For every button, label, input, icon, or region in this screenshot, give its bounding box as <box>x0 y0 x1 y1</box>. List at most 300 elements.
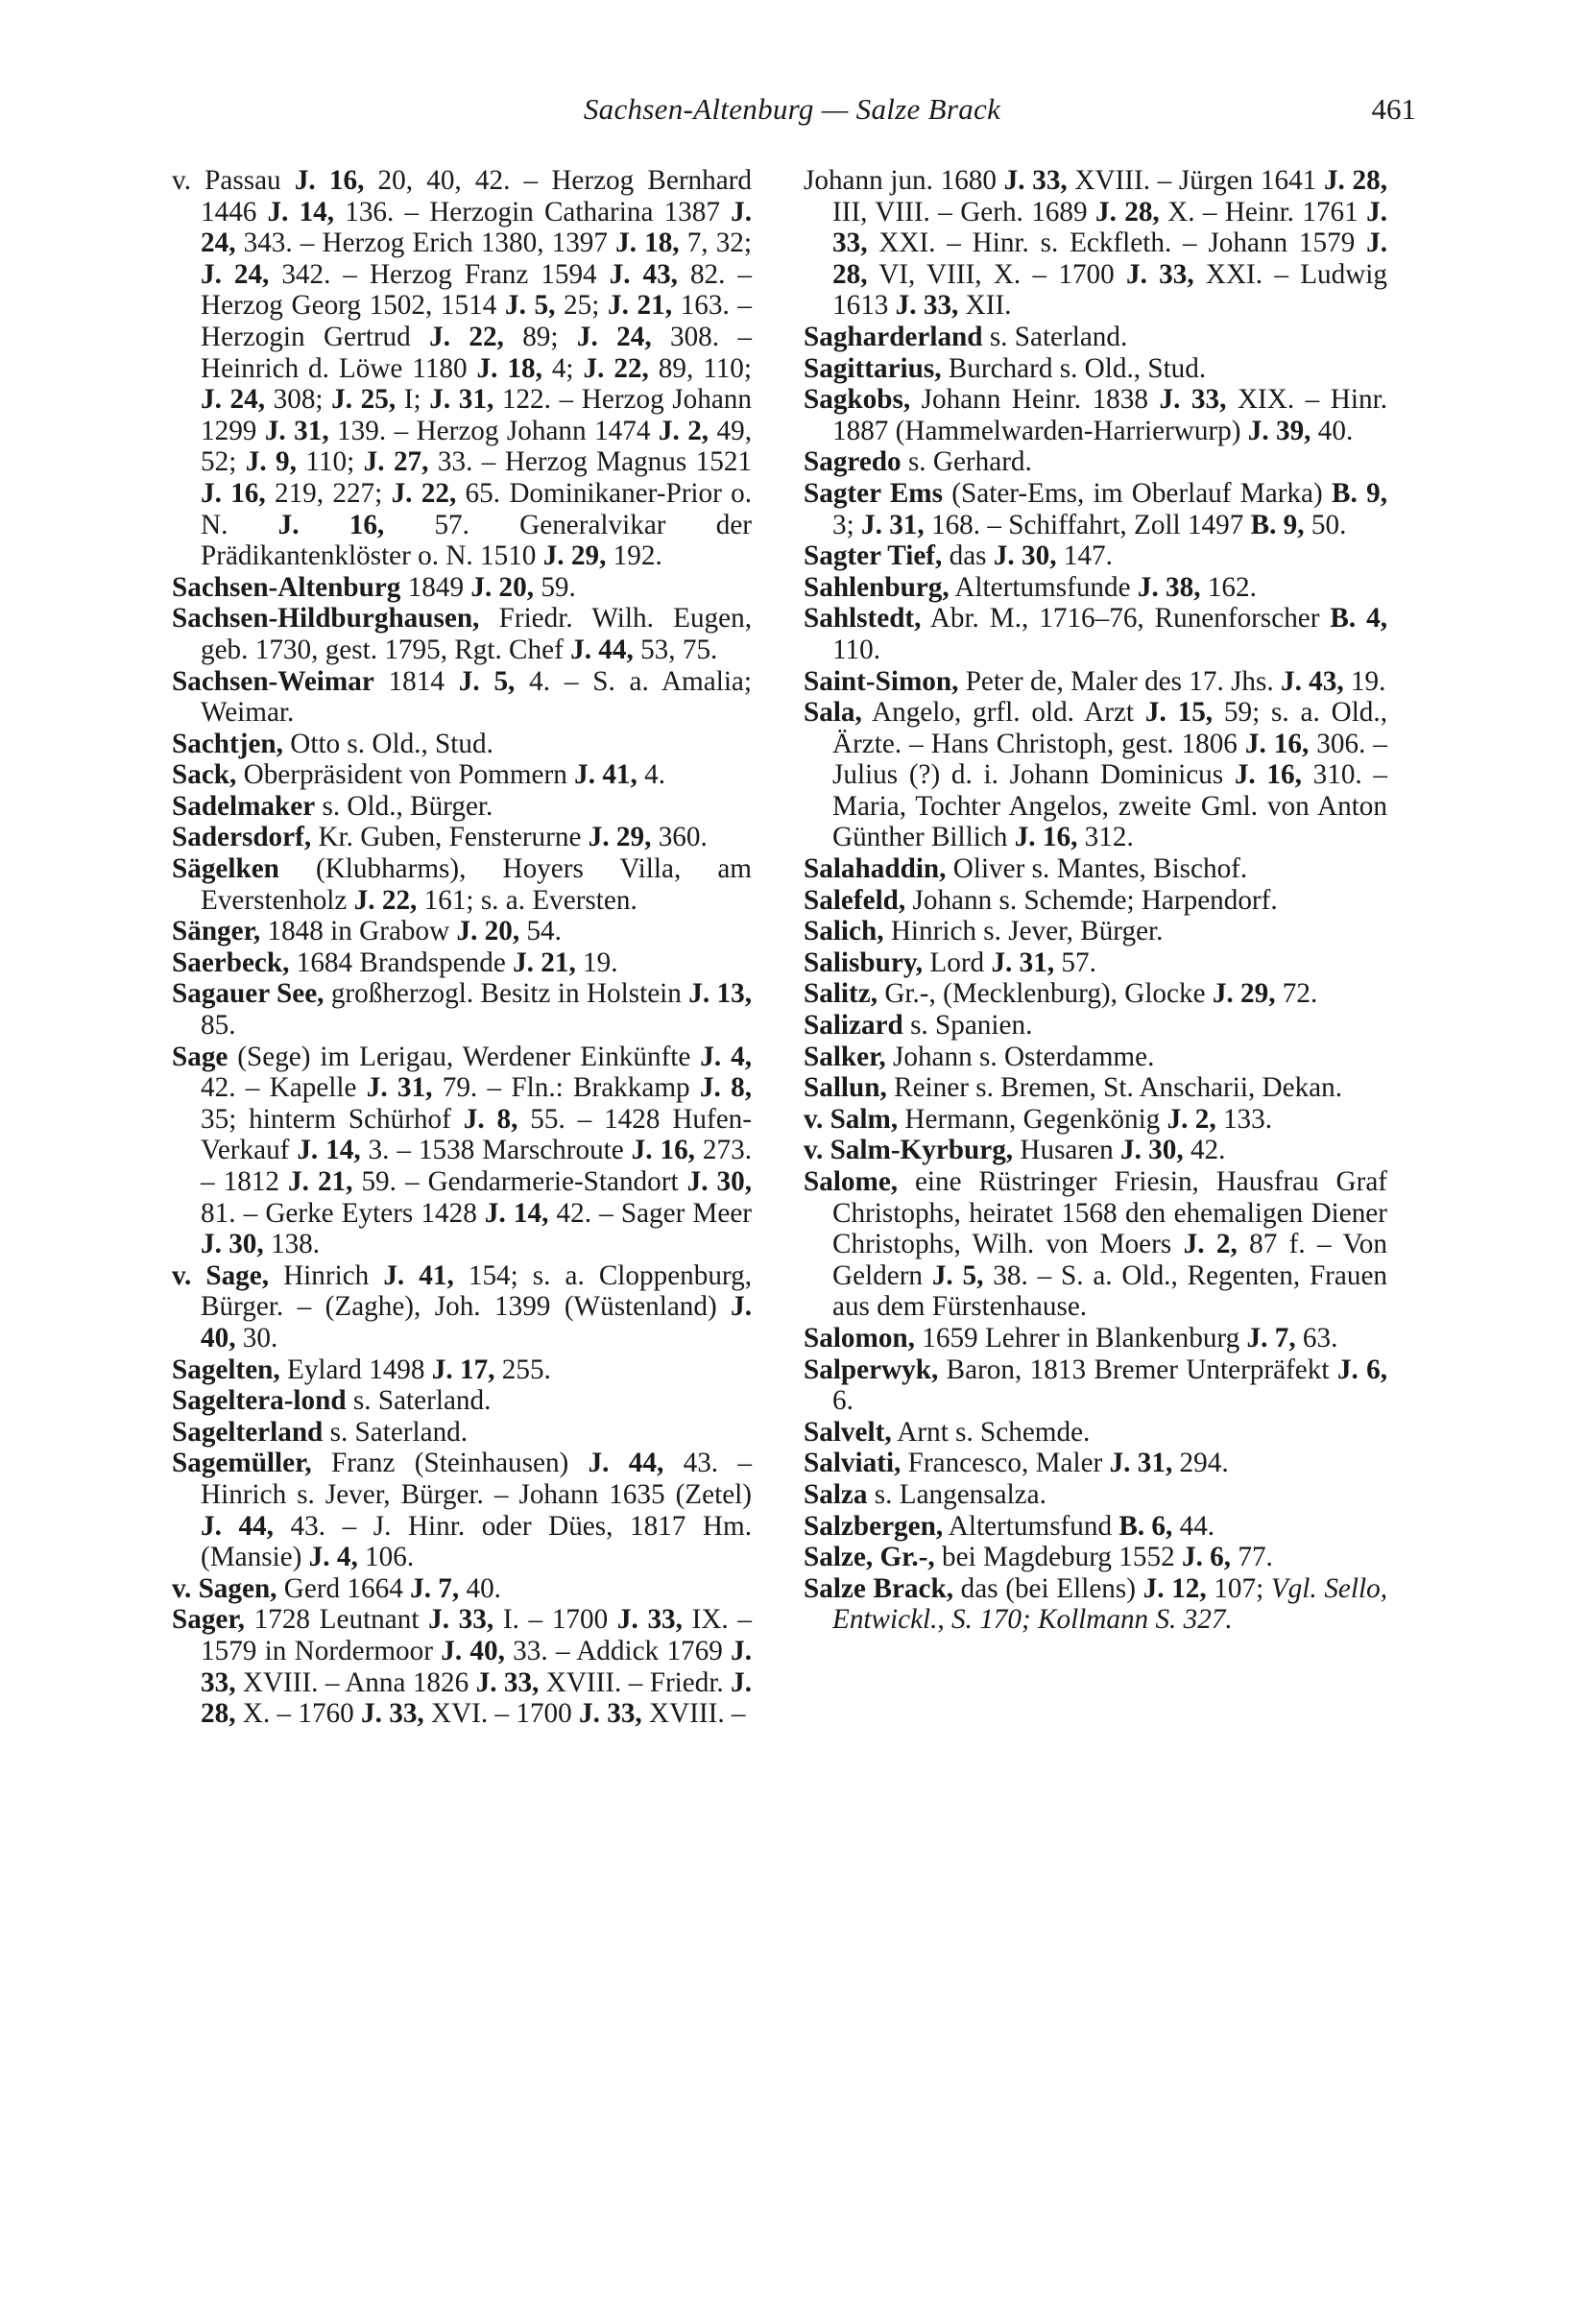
entry-text: 6. <box>832 1385 854 1417</box>
index-entry <box>172 729 752 760</box>
entry-keyword: Sachtjen, <box>172 728 283 759</box>
entry-keyword: J. 16, <box>1244 728 1310 759</box>
entry-text: Burchard s. Old., Stud. <box>941 352 1207 384</box>
entry-keyword: Salich, <box>804 916 884 947</box>
index-entry <box>172 1573 752 1605</box>
index-entry <box>804 1448 1387 1479</box>
entry-text: 42. – Sager Meer <box>548 1197 752 1229</box>
entry-text: 35; hinterm Schürhof <box>201 1103 464 1135</box>
right-column <box>804 165 1387 1636</box>
entry-keyword: B. 6, <box>1118 1510 1173 1542</box>
entry-keyword: Sagkobs, <box>804 384 911 416</box>
entry-keyword: J. 5, <box>931 1259 984 1291</box>
index-entry <box>804 697 1387 853</box>
entry-text: s. Saterland. <box>982 321 1128 352</box>
entry-text: eine Rüstringer Friesin, Hausfrau Graf Christophs, heiratet 1568 den ehemaligen Diener Christophs, Wilh. von Moers <box>832 1166 1387 1260</box>
entry-text: Francesco, Maler <box>901 1448 1110 1479</box>
entry-keyword: J. 16, <box>1234 759 1302 791</box>
entry-keyword: J. 7, <box>1246 1322 1296 1354</box>
page-header <box>168 92 1416 134</box>
index-entry <box>172 666 752 729</box>
entry-text: XXI. – Ludwig 1613 <box>832 258 1387 322</box>
entry-text: Oberpräsident von Pommern <box>236 759 575 791</box>
entry-keyword: Sagelterland <box>172 1416 324 1448</box>
entry-text: 161; s. a. Eversten. <box>417 884 637 916</box>
entry-text: XIX. – Hinr. 1887 (Hammelwarden-Harrierwurp) <box>832 384 1387 446</box>
entry-text: 136. – Herzogin Catharina 1387 <box>334 196 732 228</box>
entry-text: 4. <box>637 759 665 791</box>
entry-keyword: J. 17, <box>431 1354 495 1385</box>
entry-text: Altertumsfunde <box>949 571 1138 603</box>
entry-text: 53, 75. <box>633 634 718 665</box>
entry-text: XII. <box>958 290 1012 322</box>
entry-text: 33. – Addick 1769 <box>504 1635 732 1666</box>
index-entry <box>804 1417 1387 1449</box>
entry-keyword: Sänger, <box>172 916 261 947</box>
entry-keyword: J. 31, <box>264 415 329 446</box>
entry-keyword: J. 8, <box>699 1072 753 1104</box>
index-entry <box>172 572 752 604</box>
entry-keyword: J. 15, <box>1144 697 1214 729</box>
entry-keyword: J. 29, <box>588 822 652 853</box>
entry-text: 43. – Hinrich s. Jever, Bürger. – Johann 1635 (Zetel) <box>201 1448 752 1510</box>
entry-keyword: J. 12, <box>1142 1572 1207 1604</box>
entry-keyword: B. 9, <box>1332 477 1387 509</box>
entry-keyword: v. Sagen, <box>172 1572 277 1604</box>
entry-keyword: J. 28, <box>832 228 1387 290</box>
entry-text: Friedr. Wilh. Eugen, geb. 1730, gest. 1795, Rgt. Chef <box>201 603 752 665</box>
index-entry <box>804 1042 1387 1073</box>
entry-text: XVIII. – Friedr. <box>539 1666 732 1698</box>
entry-text: s. Spanien. <box>902 1010 1033 1042</box>
entry-text: das <box>942 540 994 572</box>
entry-text: XVIII. – Anna 1826 <box>235 1666 476 1698</box>
page-number: 461 <box>1371 92 1416 126</box>
entry-text: 49, 52; <box>201 415 753 478</box>
entry-keyword: J. 31, <box>366 1072 433 1104</box>
entry-keyword: J. 28, <box>201 1666 752 1730</box>
entry-keyword: J. 18, <box>615 228 680 259</box>
entry-text: 342. – Herzog Franz 1594 <box>269 258 610 290</box>
entry-text: 54. <box>519 916 562 947</box>
entry-text: 57. <box>1054 946 1096 978</box>
entry-text: 77. <box>1231 1542 1273 1573</box>
entry-text: 4; <box>541 352 584 384</box>
entry-keyword: J. 33, <box>579 1698 642 1730</box>
entry-text: Oliver s. Mantes, Bischof. <box>946 853 1248 885</box>
entry-keyword: J. 16, <box>1014 822 1078 853</box>
index-entry <box>804 1573 1387 1636</box>
entry-text: s. Langensalza. <box>867 1478 1046 1510</box>
entry-text: 59. – Gendarmerie-Standort <box>352 1166 687 1197</box>
entry-keyword: Sage <box>172 1041 228 1072</box>
entry-keyword: J. 40, <box>201 1291 752 1354</box>
entry-text: 43. – J. Hinr. oder Dües, 1817 Hm. (Mansie) <box>201 1510 752 1573</box>
entry-keyword: J. 28, <box>1323 165 1387 196</box>
entry-text: 273. – 1812 <box>201 1135 752 1197</box>
entry-text: XXI. – Hinr. s. Eckfleth. – Johann 1579 <box>867 228 1367 259</box>
entry-text: großherzogl. Besitz in Holstein <box>324 978 689 1010</box>
entry-text: X. – 1760 <box>235 1698 362 1730</box>
entry-text: 42. – Kapelle <box>201 1072 367 1104</box>
entry-text: 42. <box>1183 1135 1226 1166</box>
entry-keyword: Sahlstedt, <box>804 603 922 635</box>
entry-keyword: J. 22, <box>391 477 457 509</box>
entry-keyword: J. 33, <box>1126 258 1194 290</box>
entry-keyword: Sageltera-lond <box>172 1385 347 1417</box>
entry-text: 343. – Herzog Erich 1380, 1397 <box>235 228 616 259</box>
entry-keyword: J. 22, <box>353 884 418 916</box>
entry-text: 57. Generalvikar der Prädikantenklöster o. N. 1510 <box>201 509 752 572</box>
entry-text: I. – 1700 <box>493 1604 617 1636</box>
index-entry <box>172 759 752 791</box>
index-entry <box>804 1542 1387 1573</box>
entry-keyword: J. 44, <box>588 1448 664 1479</box>
entry-keyword: J. 41, <box>574 759 637 791</box>
entry-keyword: J. 31, <box>429 384 494 416</box>
entry-text: 147. <box>1056 540 1113 572</box>
index-entry <box>804 446 1387 478</box>
entry-text: 192. <box>606 540 662 572</box>
entry-keyword: J. 29, <box>542 540 607 572</box>
index-entry <box>172 791 752 823</box>
entry-text: Johann jun. 1680 <box>804 165 1004 196</box>
entry-keyword: J. 7, <box>410 1572 460 1604</box>
index-entry <box>804 1010 1387 1042</box>
entry-keyword: J. 16, <box>201 477 266 509</box>
entry-text: Otto s. Old., Stud. <box>282 728 493 759</box>
entry-text: Johann s. Osterdamme. <box>885 1041 1155 1072</box>
index-entry <box>804 1135 1387 1166</box>
entry-keyword: Salperwyk, <box>804 1354 939 1385</box>
entry-text: Hinrich <box>269 1259 384 1291</box>
entry-keyword: J. 22, <box>583 352 649 384</box>
entry-keyword: J. 33, <box>428 1604 494 1636</box>
entry-text: Hinrich s. Jever, Bürger. <box>883 916 1164 947</box>
entry-keyword: J. 30, <box>1119 1135 1184 1166</box>
index-entry <box>172 1354 752 1386</box>
index-entry <box>804 853 1387 885</box>
entry-keyword: J. 40, <box>441 1635 505 1666</box>
entry-keyword: Sagharderland <box>804 321 983 352</box>
entry-keyword: Salitz, <box>804 978 878 1010</box>
index-entry <box>172 1417 752 1449</box>
entry-text: (Sater-Ems, im Oberlauf Marka) <box>942 477 1333 509</box>
entry-text: I; <box>396 384 430 416</box>
entry-keyword: Salahaddin, <box>804 853 947 885</box>
entry-text: 360. <box>651 822 708 853</box>
entry-text: 87 f. – Von Geldern <box>832 1229 1387 1291</box>
entry-keyword: Sachsen-Weimar <box>172 665 374 697</box>
index-entry <box>804 540 1387 572</box>
entry-keyword: J. 33, <box>361 1698 424 1730</box>
entry-text: 163. – Herzogin Gertrud <box>201 290 753 352</box>
entry-text: 310. – Maria, Tochter Angelos, zweite Gml. von Anton Günther Billich <box>832 759 1388 853</box>
entry-keyword: Sager, <box>172 1604 245 1636</box>
entry-keyword: Salisbury, <box>804 946 924 978</box>
entry-text: 38. – S. a. Old., Regenten, Frauen aus dem Fürstenhause. <box>832 1259 1387 1323</box>
entry-keyword: J. 39, <box>1247 415 1311 446</box>
entry-text: 89, 110; <box>648 352 753 384</box>
left-column <box>172 165 752 1730</box>
entry-keyword: J. 31, <box>1109 1448 1173 1479</box>
entry-keyword: Sadelmaker <box>172 790 316 822</box>
entry-keyword: Saint-Simon, <box>804 665 959 697</box>
entry-keyword: J. 30, <box>993 540 1057 572</box>
entry-keyword: Salefeld, <box>804 884 906 916</box>
entry-keyword: J. 9, <box>245 446 297 478</box>
entry-text: III, VIII. – Gerh. 1689 <box>832 196 1095 228</box>
entry-text: 89; <box>503 321 577 352</box>
index-entry <box>804 478 1387 540</box>
index-entry <box>804 978 1387 1010</box>
entry-keyword: Sachsen-Altenburg <box>172 571 401 603</box>
entry-text: Johann s. Schemde; Harpendorf. <box>905 884 1278 916</box>
entry-text: Altertumsfund <box>943 1510 1119 1542</box>
entry-keyword: v. Salm, <box>804 1103 899 1135</box>
entry-keyword: J. 21, <box>608 290 673 322</box>
entry-text: Arnt s. Schemde. <box>891 1416 1091 1448</box>
entry-keyword: J. 14, <box>484 1197 549 1229</box>
entry-keyword: Salomon, <box>804 1322 915 1354</box>
index-entry <box>172 1604 752 1729</box>
entry-text: Reiner s. Bremen, St. Anscharii, Dekan. <box>886 1072 1343 1104</box>
entry-text: 65. Dominikaner-Prior o. N. <box>201 477 753 540</box>
index-entry <box>804 1104 1387 1136</box>
entry-keyword: J. 20, <box>470 571 535 603</box>
entry-keyword: J. 24, <box>576 321 652 352</box>
entry-text: (Sege) im Lerigau, Werdener Einkünfte <box>228 1041 701 1072</box>
entry-citation: Vgl. Sello, Entwickl., S. 170; Kollmann S. 327. <box>832 1572 1387 1636</box>
entry-text: 308. – Heinrich d. Löwe 1180 <box>201 321 753 384</box>
entry-keyword: J. 24, <box>201 196 752 259</box>
entry-keyword: J. 44, <box>201 1510 274 1542</box>
entry-text: 79. – Fln.: Brakkamp <box>432 1072 700 1104</box>
index-entry <box>172 853 752 916</box>
entry-text: 63. <box>1295 1322 1338 1354</box>
entry-keyword: Salviati, <box>804 1448 902 1479</box>
entry-keyword: Sagelten, <box>172 1354 280 1385</box>
entry-text: 82. – Herzog Georg 1502, 1514 <box>201 258 753 322</box>
entry-text: 33. – Herzog Magnus 1521 <box>428 446 753 478</box>
entry-text: XVI. – 1700 <box>423 1698 580 1730</box>
entry-text: 7, 32; <box>679 228 753 259</box>
entry-keyword: Sagter Tief, <box>804 540 943 572</box>
entry-keyword: J. 24, <box>201 384 265 416</box>
index-entry <box>804 384 1387 446</box>
entry-text: 1684 Brandspende <box>289 946 514 978</box>
entry-text: 306. – Julius (?) d. i. Johann Dominicus <box>832 728 1387 791</box>
entry-keyword: Salome, <box>804 1166 899 1197</box>
entry-keyword: Sagredo <box>804 446 902 478</box>
entry-keyword: J. 4, <box>700 1041 753 1072</box>
entry-text: 59. <box>534 571 576 603</box>
entry-text: 308; <box>265 384 332 416</box>
index-entry <box>804 1072 1387 1104</box>
entry-text: Angelo, grfl. old. Arzt <box>861 697 1145 729</box>
entry-text: Baron, 1813 Bremer Unterpräfekt <box>938 1354 1337 1385</box>
index-entry <box>804 165 1387 322</box>
entry-keyword: J. 16, <box>294 165 365 196</box>
entry-text: bei Magdeburg 1552 <box>934 1542 1182 1573</box>
entry-keyword: Sachsen-Hildburghausen, <box>172 603 480 635</box>
entry-keyword: J. 27, <box>363 446 429 478</box>
entry-text: Gerd 1664 <box>277 1572 411 1604</box>
entry-text: 30. <box>235 1322 278 1354</box>
entry-text: 110. <box>832 634 880 665</box>
entry-text: 20, 40, 42. – Herzog Bernhard 1446 <box>201 165 752 228</box>
entry-text: 1659 Lehrer in Blankenburg <box>914 1322 1247 1354</box>
entry-keyword: J. 33, <box>832 196 1387 259</box>
entry-keyword: Salvelt, <box>804 1416 892 1448</box>
entry-text: Eylard 1498 <box>279 1354 432 1385</box>
entry-text: 40. <box>459 1572 501 1604</box>
entry-text: IX. – 1579 in Nordermoor <box>201 1604 752 1666</box>
entry-text: Kr. Guben, Fensterurne <box>311 822 589 853</box>
entry-text: 219, 227; <box>265 477 392 509</box>
entry-text: 19. <box>575 946 618 978</box>
entry-text: Hermann, Gegenkönig <box>898 1103 1167 1135</box>
entry-text: 1849 <box>400 571 471 603</box>
entry-keyword: J. 33, <box>475 1666 540 1698</box>
entry-keyword: Salzbergen, <box>804 1510 944 1542</box>
entry-text: Lord <box>923 946 992 978</box>
entry-keyword: J. 14, <box>297 1135 361 1166</box>
entry-keyword: J. 22, <box>429 321 504 352</box>
running-head: Sachsen-Altenburg — Salze Brack <box>583 92 1001 126</box>
entry-text: s. Gerhard. <box>901 446 1032 478</box>
entry-keyword: B. 4, <box>1330 603 1387 635</box>
index-entry <box>804 1166 1387 1323</box>
entry-text: 19. <box>1343 665 1386 697</box>
entry-text: 3; <box>832 509 861 540</box>
entry-keyword: J. 5, <box>504 290 556 322</box>
entry-keyword: J. 24, <box>201 258 270 290</box>
index-entry <box>804 666 1387 698</box>
entry-keyword: Sagemüller, <box>172 1448 312 1479</box>
entry-keyword: J. 33, <box>201 1635 752 1698</box>
index-entry <box>804 916 1387 947</box>
index-entry <box>804 322 1387 353</box>
entry-text: 50. <box>1304 509 1347 540</box>
entry-keyword: Sallun, <box>804 1072 887 1104</box>
entry-keyword: J. 33, <box>1003 165 1068 196</box>
entry-text: (Klubharms), Hoyers Villa, am Everstenholz <box>201 853 752 916</box>
entry-keyword: J. 33, <box>616 1604 683 1636</box>
entry-text: 138. <box>263 1229 321 1260</box>
entry-keyword: J. 4, <box>308 1542 358 1573</box>
entry-text: 162. <box>1200 571 1257 603</box>
entry-text: 1848 in Grabow <box>260 916 457 947</box>
entry-keyword: Sägelken <box>172 853 279 885</box>
entry-text: 85. <box>201 1010 236 1042</box>
index-entry <box>804 1354 1387 1417</box>
entry-keyword: J. 21, <box>288 1166 353 1197</box>
entry-text: 255. <box>494 1354 551 1385</box>
entry-keyword: J. 18, <box>476 352 542 384</box>
entry-keyword: J. 31, <box>991 946 1055 978</box>
entry-text: 168. – Schiffahrt, Zoll 1497 <box>924 509 1251 540</box>
entry-keyword: B. 9, <box>1250 509 1305 540</box>
entry-keyword: J. 43, <box>1280 665 1344 697</box>
entry-keyword: J. 33, <box>1159 384 1227 416</box>
index-entry <box>804 572 1387 604</box>
entry-keyword: Sadersdorf, <box>172 822 312 853</box>
index-entry <box>172 1042 752 1260</box>
index-entry <box>172 603 752 665</box>
index-entry <box>172 1448 752 1572</box>
index-entry <box>804 947 1387 979</box>
index-entry <box>172 1260 752 1354</box>
entry-keyword: Saerbeck, <box>172 946 290 978</box>
entry-text: 1814 <box>373 665 459 697</box>
index-entry <box>172 947 752 979</box>
entry-keyword: J. 28, <box>1094 196 1160 228</box>
entry-text: XVIII. – <box>641 1698 746 1730</box>
entry-keyword: J. 6, <box>1181 1542 1232 1573</box>
entry-keyword: Salizard <box>804 1010 903 1042</box>
entry-keyword: J. 2, <box>1166 1103 1216 1135</box>
index-entry <box>804 353 1387 385</box>
entry-keyword: Sagter Ems <box>804 477 943 509</box>
entry-text: 154; s. a. Cloppenburg, Bürger. – (Zaghe), Joh. 1399 (Wüstenland) <box>201 1259 753 1323</box>
entry-text: Johann Heinr. 1838 <box>910 384 1160 416</box>
entry-keyword: Salze, Gr.-, <box>804 1542 935 1573</box>
index-entry <box>804 885 1387 917</box>
entry-text: 312. <box>1077 822 1134 853</box>
entry-keyword: Sahlenburg, <box>804 571 950 603</box>
index-entry <box>172 822 752 853</box>
entry-text: VI, VIII, X. – 1700 <box>867 258 1126 290</box>
entry-text: 110; <box>296 446 364 478</box>
index-entry <box>804 1323 1387 1354</box>
entry-keyword: J. 6, <box>1336 1354 1388 1385</box>
entry-text: s. Saterland. <box>323 1416 469 1448</box>
index-entry <box>804 1479 1387 1511</box>
entry-text: XVIII. – Jürgen 1641 <box>1067 165 1324 196</box>
entry-keyword: v. Salm-Kyrburg, <box>804 1135 1014 1166</box>
entry-text: 44. <box>1172 1510 1215 1542</box>
index-entry <box>172 1385 752 1417</box>
entry-text: 59; s. a. Old., Ärzte. – Hans Christoph, gest. 1806 <box>832 697 1387 759</box>
entry-text: 106. <box>357 1542 415 1573</box>
entry-keyword: J. 30, <box>201 1229 264 1260</box>
entry-keyword: Sagittarius, <box>804 352 942 384</box>
entry-text: 107; <box>1206 1572 1271 1604</box>
index-entry <box>804 603 1387 665</box>
entry-keyword: Salza <box>804 1478 868 1510</box>
entry-keyword: Sagauer See, <box>172 978 325 1010</box>
entry-text: Franz (Steinhausen) <box>311 1448 589 1479</box>
entry-keyword: J. 20, <box>456 916 520 947</box>
entry-text: 1728 Leutnant <box>244 1604 429 1636</box>
entry-keyword: v. Sage, <box>172 1259 270 1291</box>
entry-keyword: J. 43, <box>609 258 678 290</box>
entry-keyword: J. 16, <box>277 509 385 540</box>
entry-keyword: J. 8, <box>463 1103 518 1135</box>
entry-keyword: Salze Brack, <box>804 1572 954 1604</box>
entry-text: v. Passau <box>172 165 295 196</box>
entry-keyword: J. 25, <box>331 384 397 416</box>
entry-text: 294. <box>1172 1448 1229 1479</box>
entry-text: 72. <box>1275 978 1318 1010</box>
entry-text: 25; <box>555 290 609 322</box>
index-entry <box>172 916 752 947</box>
index-entry <box>172 165 752 572</box>
entry-text: X. – Heinr. 1761 <box>1159 196 1367 228</box>
entry-keyword: J. 2, <box>1183 1229 1238 1260</box>
entry-keyword: J. 14, <box>267 196 335 228</box>
